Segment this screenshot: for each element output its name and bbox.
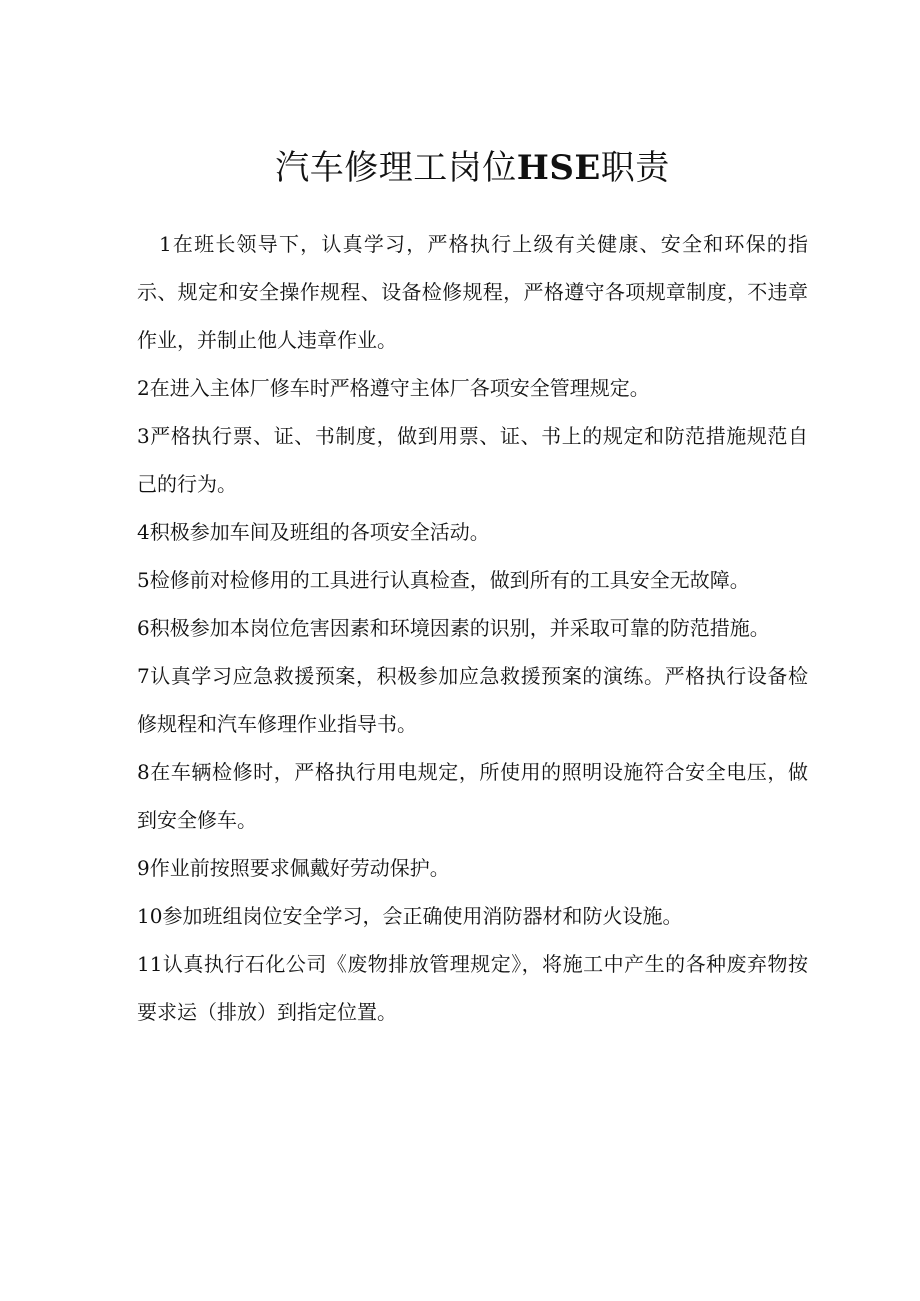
paragraph-11: 11认真执行石化公司《废物排放管理规定》，将施工中产生的各种废弃物按要求运（排放）到指定位置。: [137, 952, 808, 1024]
paragraph-9: 9作业前按照要求佩戴好劳动保护。: [137, 856, 450, 880]
paragraph-1: 1在班长领导下，认真学习，严格执行上级有关健康、安全和环保的指示、规定和安全操作规程、设备检修规程，严格遵守各项规章制度，不违章作业，并制止他人违章作业。: [137, 232, 808, 352]
title-text-hse: HSE: [516, 148, 601, 188]
paragraph-2: 2在进入主体厂修车时严格遵守主体厂各项安全管理规定。: [137, 376, 650, 400]
paragraph-8: 8在车辆检修时，严格执行用电规定，所使用的照明设施符合安全电压，做到安全修车。: [137, 760, 808, 832]
title-text-part3: 职责: [600, 148, 670, 188]
paragraph-4: 4积极参加车间及班组的各项安全活动。: [137, 520, 490, 544]
document-title: [137, 0, 808, 190]
paragraph-7: 7认真学习应急救援预案，积极参加应急救援预案的演练。严格执行设备检修规程和汽车修理作业指导书。: [137, 664, 808, 736]
title-text-part1: 汽车修理工岗位: [275, 148, 517, 188]
paragraph-10: 10参加班组岗位安全学习，会正确使用消防器材和防火设施。: [137, 904, 683, 928]
paragraph-5: 5检修前对检修用的工具进行认真检查，做到所有的工具安全无故障。: [137, 568, 750, 592]
document-body: [137, 220, 808, 1036]
paragraph-3: 3严格执行票、证、书制度，做到用票、证、书上的规定和防范措施规范自己的行为。: [137, 424, 808, 496]
paragraph-6: 6积极参加本岗位危害因素和环境因素的识别，并采取可靠的防范措施。: [137, 616, 770, 640]
